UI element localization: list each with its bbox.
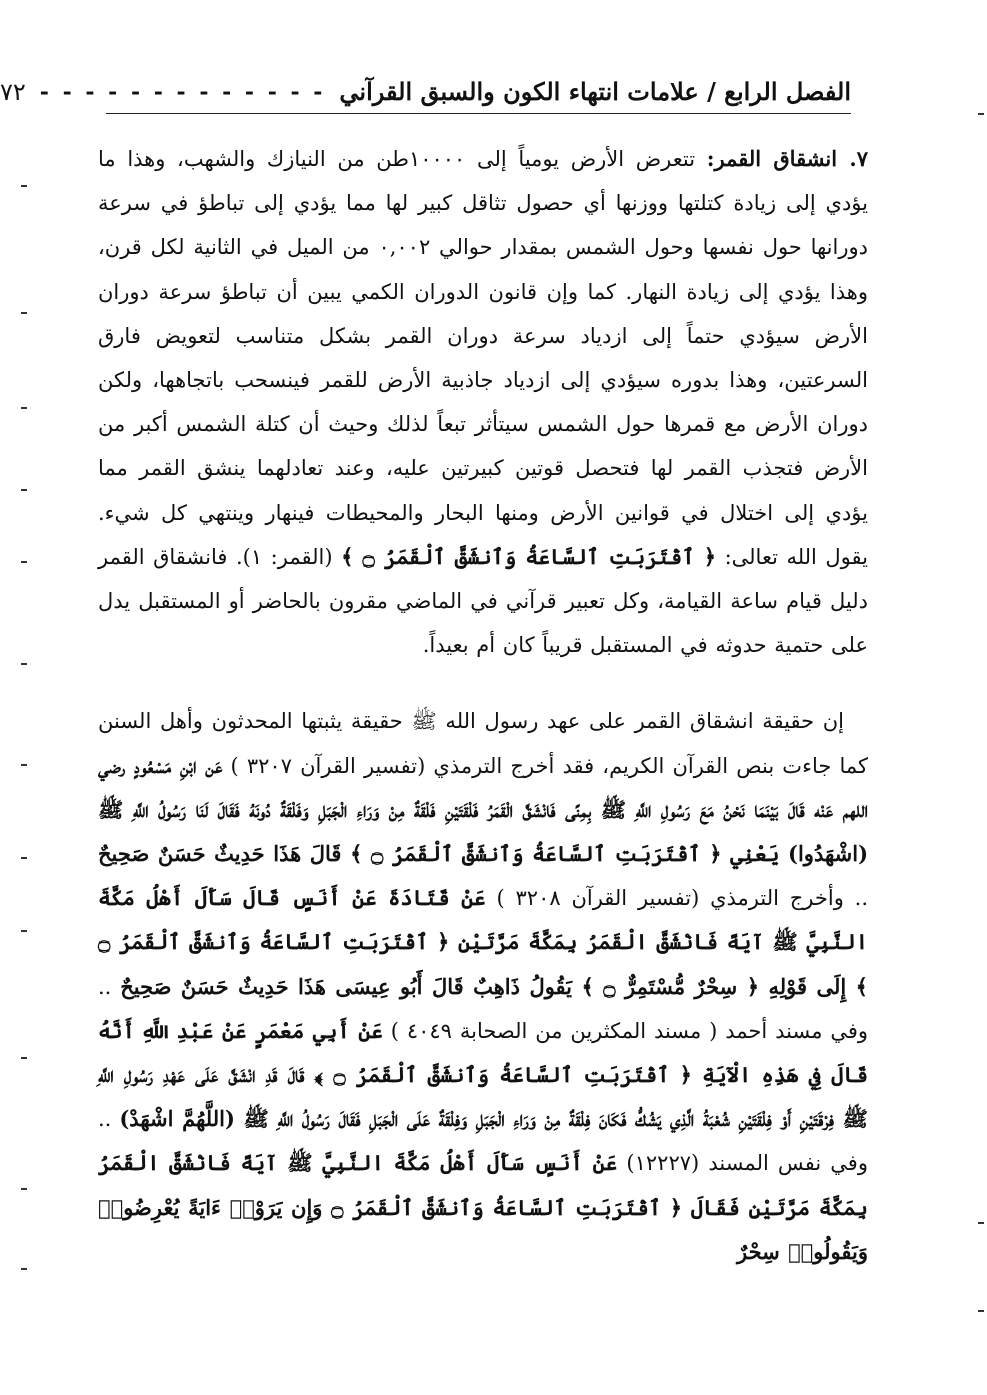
quran-verse: ﴿ ٱقْتَرَبَتِ ٱلسَّاعَةُ وَٱنشَقَّ ٱلْقَمَرُ ۝ ﴾	[341, 543, 717, 569]
hadith-text: عَنْ قَتَادَةَ عَنْ أَنَسٍ قَالَ سَأَلَ أَهْلُ مَكَّةَ النَّبِيَّ ﷺ آيَةً فَانْشَقَّ الْقَمَرُ بِمَكَّةَ مَرَّتَيْنِ ﴿ ٱقْتَرَبَتِ ٱلسَّاعَةُ وَٱنشَقَّ ٱلْقَمَرُ ۝ ﴾ إِلَى قَوْلِهِ ﴿ سِحْرٌ مُّسْتَمِرٌّ ۝ ﴾ يَقُولُ ذَاهِبٌ قَالَ أَبُو عِيسَى هَذَا حَدِيثٌ حَسَنٌ صَحِيحٌ	[98, 885, 868, 999]
scan-edge-mark	[21, 407, 27, 409]
hadith-text: عَن ابْنِ مَسْعُودٍ رضي اللهم عَنْه قَالَ بَيْنَمَا نَحْنُ مَعَ رَسُولِ اللَّهِ ﷺ بِمِنًى فَانْشَقَّ الْقَمَرُ فَلْقَتَيْنِ فَلْقَةٌ مِنْ وَرَاءِ الْجَبَلِ وَفَلْقَةٌ دُونَهُ فَقَالَ لَنَا رَسُولُ اللَّهِ ﷺ	[98, 752, 868, 822]
scan-edge-mark	[21, 1057, 27, 1059]
page-number: ٧٢	[0, 77, 26, 106]
scan-edge-mark	[21, 561, 27, 563]
scan-edge-mark	[21, 930, 27, 932]
scan-edge-mark	[21, 1268, 27, 1270]
paragraph-text: .. وفي مسند أحمد ( مسند المكثرين من الصحابة ٤٠٤٩ )	[98, 974, 869, 1043]
scan-edge-mark	[21, 764, 27, 766]
paragraph-moon-splitting-science	[98, 137, 868, 667]
scan-edge-mark	[978, 113, 984, 115]
scan-edge-mark	[978, 1310, 984, 1312]
scan-edge-mark	[21, 489, 27, 491]
paragraph-text: .. وفي نفس المسند (١٢٢٢٧)	[98, 1107, 868, 1176]
hadith-text: يَعْنِي ﴿ ٱقْتَرَبَتِ ٱلسَّاعَةُ وَٱنشَقَّ ٱلْقَمَرُ ۝ ﴾ قَالَ هَذَا حَدِيثٌ حَسَنٌ صَحِيحٌ	[98, 841, 789, 867]
paragraph-text: .. وأخرج الترمذي (تفسير القرآن ٣٢٠٨ )	[485, 886, 868, 911]
chapter-title: الفصل الرابع / علامات انتهاء الكون والسبق القرآني	[339, 77, 851, 106]
section-heading: ٧. انشقاق القمر:	[706, 146, 868, 171]
scan-edge-mark	[978, 1222, 984, 1224]
paragraph-text: تتعرض الأرض يومياً إلى ١٠٠٠٠طن من النيازك والشهب، وهذا ما يؤدي إلى زيادة كتلتها ووزنها أي حصول تثاقل كبير لها مما يؤدي إلى تباطؤ في سرعة دورانها حول نفسها وحول الشمس بمقدار حوالي ٠,٠٠٢ من الميل في الثانية لكل قرن، وهذا يؤدي إلى زيادة النهار. كما وإن قانون الدوران الكمي يبين أن تباطؤ سرعة دوران الأرض سيؤدي حتماً إلى ازدياد سرعة دوران القمر بشكل متناسب لتعويض فارق السرعتين، وهذا بدوره سيؤدي إلى ازدياد جاذبية الأرض للقمر فينسحب باتجاهها، ولكن دوران الأرض مع قمرها حول الشمس سيتأثر تبعاً لذلك وحيث أن كتلة الشمس أكبر من الأرض فتجذب القمر لها فتحصل قوتين كبيرتين عليه، وعند تعادلهما ينشق القمر مما يؤدي إلى اختلال في قوانين الأرض ومنها البحار والمحيطات فينهار وينتهي كل شيء. يقول الله تعالى:	[98, 147, 869, 569]
header-dash-rule: - - - - - - - - - - - - -	[39, 78, 326, 105]
page-body	[98, 137, 868, 1274]
paragraph-text: إن حقيقة انشقاق القمر على عهد رسول الله ﷺ حقيقة يثبتها المحدثون وأهل السنن كما جاءت بنص القرآن الكريم، فقد أخرج الترمذي (تفسير القرآن ٣٢٠٧ )	[98, 709, 868, 778]
hadith-text: عَنْ أَبِي مَعْمَرٍ عَنْ عَبْدِ اللَّهِ أَنَّهُ قَالَ فِي هَذِهِ الْآيَةِ ﴿ ٱقْتَرَبَتِ ٱلسَّاعَةُ وَٱنشَقَّ ٱلْقَمَرُ ۝ ﴾ قَالَ قَدِ انْشَقَّ عَلَى عَهْدِ رَسُولِ اللَّهِ ﷺ فِرْقَتَيْنِ أَوْ فِلْقَتَيْنِ شُعْبَةُ الَّذِي يَشُكُّ فَكَانَ فِلْقَةٌ مِنْ وَرَاءِ الْجَبَلِ وَفِلْقَةٌ عَلَى الْجَبَلِ فَقَالَ رَسُولُ اللَّهِ ﷺ	[98, 1017, 869, 1132]
hadith-text: عَنْ أَنَسٍ سَأَلَ أَهْلُ مَكَّةَ النَّبِيَّ ﷺ آيَةً فَانْشَقَّ الْقَمَرُ بِمَكَّةَ مَرَّتَيْنِ فَقَالَ ﴿ ٱقْتَرَبَتِ ٱلسَّاعَةُ وَٱنشَقَّ ٱلْقَمَرُ ۝ وَإِن يَرَوْا۟ ءَايَةً يُعْرِضُوا۟ وَيَقُولُوا۟ سِحْرٌ	[98, 1150, 868, 1264]
hadith-emphasis: (اللَّهُمَّ اشْهَدْ)	[119, 1106, 235, 1132]
scan-edge-mark	[21, 857, 27, 859]
scan-edge-mark	[21, 663, 27, 665]
paragraph-text: (القمر: ١). فانشقاق القمر دليل قيام ساعة القيامة، وكل تعبير قرآني في الماضي مقرون بالحاضر أو المستقبل يدل على حتمية حدوثه في المستقبل قريباً كان أم بعيداً.	[98, 544, 868, 658]
hadith-emphasis: (اشْهَدُوا)	[788, 841, 869, 867]
scan-edge-mark	[21, 185, 27, 187]
page-header	[0, 70, 851, 114]
scan-edge-mark	[21, 1188, 27, 1190]
paragraph-hadith-evidence	[98, 699, 868, 1274]
scan-edge-mark	[21, 312, 27, 314]
